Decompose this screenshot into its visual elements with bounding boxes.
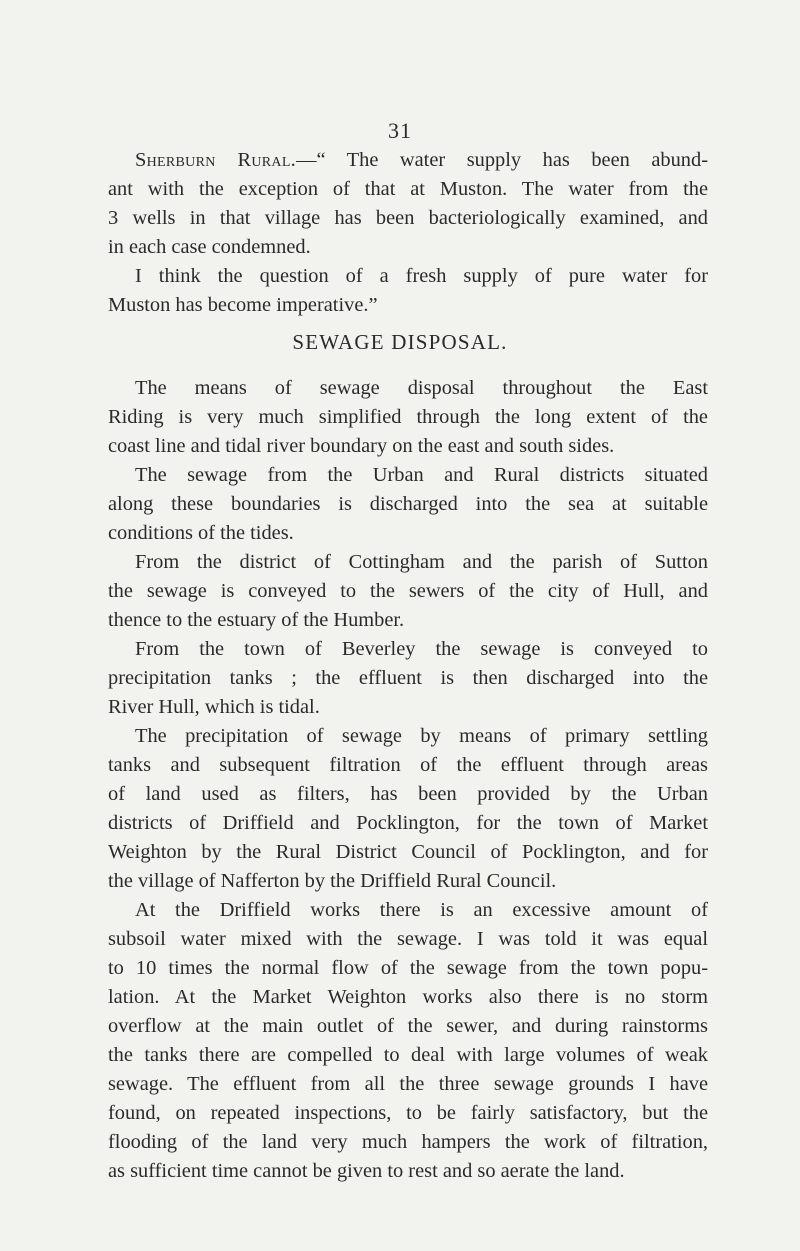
- paragraph-line: found, on repeated inspections, to be fairly satisfactory, but the: [108, 1102, 708, 1124]
- section-heading: SEWAGE DISPOSAL.: [292, 330, 508, 354]
- paragraph-line: of land used as filters, has been provided by the Urban: [108, 783, 708, 805]
- paragraph-line: ant with the exception of that at Muston. The water from the: [108, 178, 708, 200]
- paragraph-line: River Hull, which is tidal.: [108, 696, 320, 718]
- paragraph-line: The sewage from the Urban and Rural districts situated: [135, 464, 708, 486]
- paragraph-line: coast line and tidal river boundary on the east and south sides.: [108, 435, 615, 457]
- paragraph-line: [135, 145, 708, 175]
- paragraph-line: along these boundaries is discharged into the sea at suitable: [108, 493, 708, 515]
- paragraph-line: precipitation tanks ; the effluent is then discharged into the: [108, 667, 708, 689]
- paragraph-line: districts of Driffield and Pocklington, for the town of Market: [108, 812, 708, 834]
- paragraph-line: as sufficient time cannot be given to rest and so aerate the land.: [108, 1160, 625, 1182]
- paragraph-line: I think the question of a fresh supply of pure water for: [135, 265, 708, 287]
- paragraph-line: the tanks there are compelled to deal with large volumes of weak: [108, 1044, 708, 1066]
- paragraph-line: Muston has become imperative.”: [108, 294, 378, 316]
- paragraph-line-text: —“ The water supply has been abund-: [296, 149, 708, 171]
- section-lead: Sherburn Rural.: [135, 149, 297, 171]
- paragraph-line: Weighton by the Rural District Council of Pocklington, and for: [108, 841, 708, 863]
- paragraph-line: From the town of Beverley the sewage is conveyed to: [135, 638, 708, 660]
- paragraph-line: conditions of the tides.: [108, 522, 294, 544]
- paragraph-line: The means of sewage disposal throughout the East: [135, 377, 708, 399]
- paragraph-line: the village of Nafferton by the Driffield Rural Council.: [108, 870, 557, 892]
- paragraph-line: sewage. The effluent from all the three sewage grounds I have: [108, 1073, 708, 1095]
- paragraph-line: Riding is very much simplified through the long extent of the: [108, 406, 708, 428]
- paragraph-line: From the district of Cottingham and the parish of Sutton: [135, 551, 708, 573]
- paragraph-line: overflow at the main outlet of the sewer, and during rainstorms: [108, 1015, 708, 1037]
- paragraph-line: subsoil water mixed with the sewage. I was told it was equal: [108, 928, 708, 950]
- paragraph-line: 3 wells in that village has been bacteriologically examined, and: [108, 207, 708, 229]
- page-number: 31: [388, 118, 412, 143]
- paragraph-line: tanks and subsequent filtration of the effluent through areas: [108, 754, 708, 776]
- paragraph-line: in each case condemned.: [108, 236, 311, 258]
- paragraph-line: thence to the estuary of the Humber.: [108, 609, 405, 631]
- paragraph-line: flooding of the land very much hampers the work of filtration,: [108, 1131, 708, 1153]
- paragraph-line: lation. At the Market Weighton works also there is no storm: [108, 986, 708, 1008]
- paragraph-line: The precipitation of sewage by means of primary settling: [135, 725, 708, 747]
- paragraph-line: At the Driffield works there is an excessive amount of: [135, 899, 708, 921]
- paragraph-line: to 10 times the normal flow of the sewage from the town popu-: [108, 957, 708, 979]
- paragraph-line: the sewage is conveyed to the sewers of the city of Hull, and: [108, 580, 708, 602]
